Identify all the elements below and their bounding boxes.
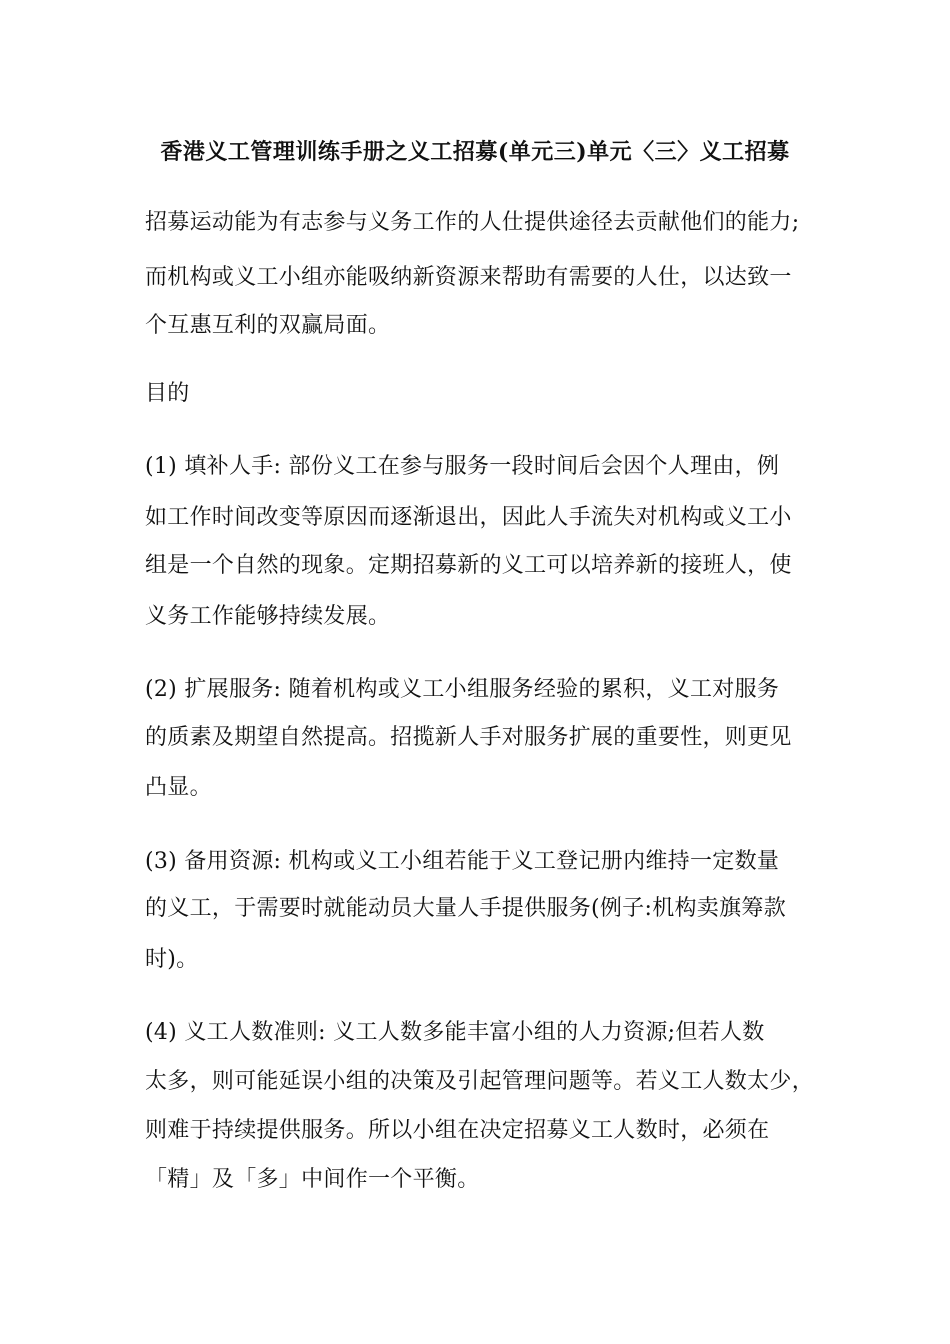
purpose-item-line: 的质素及期望自然提高。招揽新人手对服务扩展的重要性，则更见 bbox=[145, 725, 792, 750]
intro-line: 而机构或义工小组亦能吸纳新资源来帮助有需要的人仕，以达致一 bbox=[145, 265, 792, 290]
purpose-item-line: (2) 扩展服务: 随着机构或义工小组服务经验的累积，义工对服务 bbox=[145, 677, 780, 702]
intro-line: 招募运动能为有志参与义务工作的人仕提供途径去贡献他们的能力; bbox=[145, 210, 800, 235]
intro-line: 个互惠互利的双赢局面。 bbox=[145, 313, 391, 338]
purpose-item-line: 太多，则可能延误小组的决策及引起管理问题等。若义工人数太少， bbox=[145, 1069, 815, 1094]
purpose-item-line: 如工作时间改变等原因而逐渐退出，因此人手流失对机构或义工小 bbox=[145, 505, 792, 530]
purpose-item-line: (1) 填补人手: 部份义工在参与服务一段时间后会因个人理由，例 bbox=[145, 454, 780, 479]
document-title: 香港义工管理训练手册之义工招募(单元三)单元〈三〉义工招募 bbox=[160, 139, 790, 165]
purpose-item-line: 组是一个自然的现象。定期招募新的义工可以培养新的接班人，使 bbox=[145, 553, 792, 578]
purpose-item-line: 时)。 bbox=[145, 947, 199, 972]
purpose-item-line: 凸显。 bbox=[145, 775, 212, 800]
purpose-item-line: (3) 备用资源: 机构或义工小组若能于义工登记册内维持一定数量 bbox=[145, 849, 780, 874]
purpose-item-line: 「精」及「多」中间作一个平衡。 bbox=[145, 1167, 480, 1192]
purpose-item-line: (4) 义工人数准则: 义工人数多能丰富小组的人力资源;但若人数 bbox=[145, 1020, 765, 1045]
purpose-item-line: 则难于持续提供服务。所以小组在决定招募义工人数时，必须在 bbox=[145, 1118, 770, 1143]
purpose-heading: 目的 bbox=[145, 381, 190, 406]
purpose-item-line: 的义工，于需要时就能动员大量人手提供服务(例子:机构卖旗筹款 bbox=[145, 896, 786, 921]
purpose-item-line: 义务工作能够持续发展。 bbox=[145, 604, 391, 629]
